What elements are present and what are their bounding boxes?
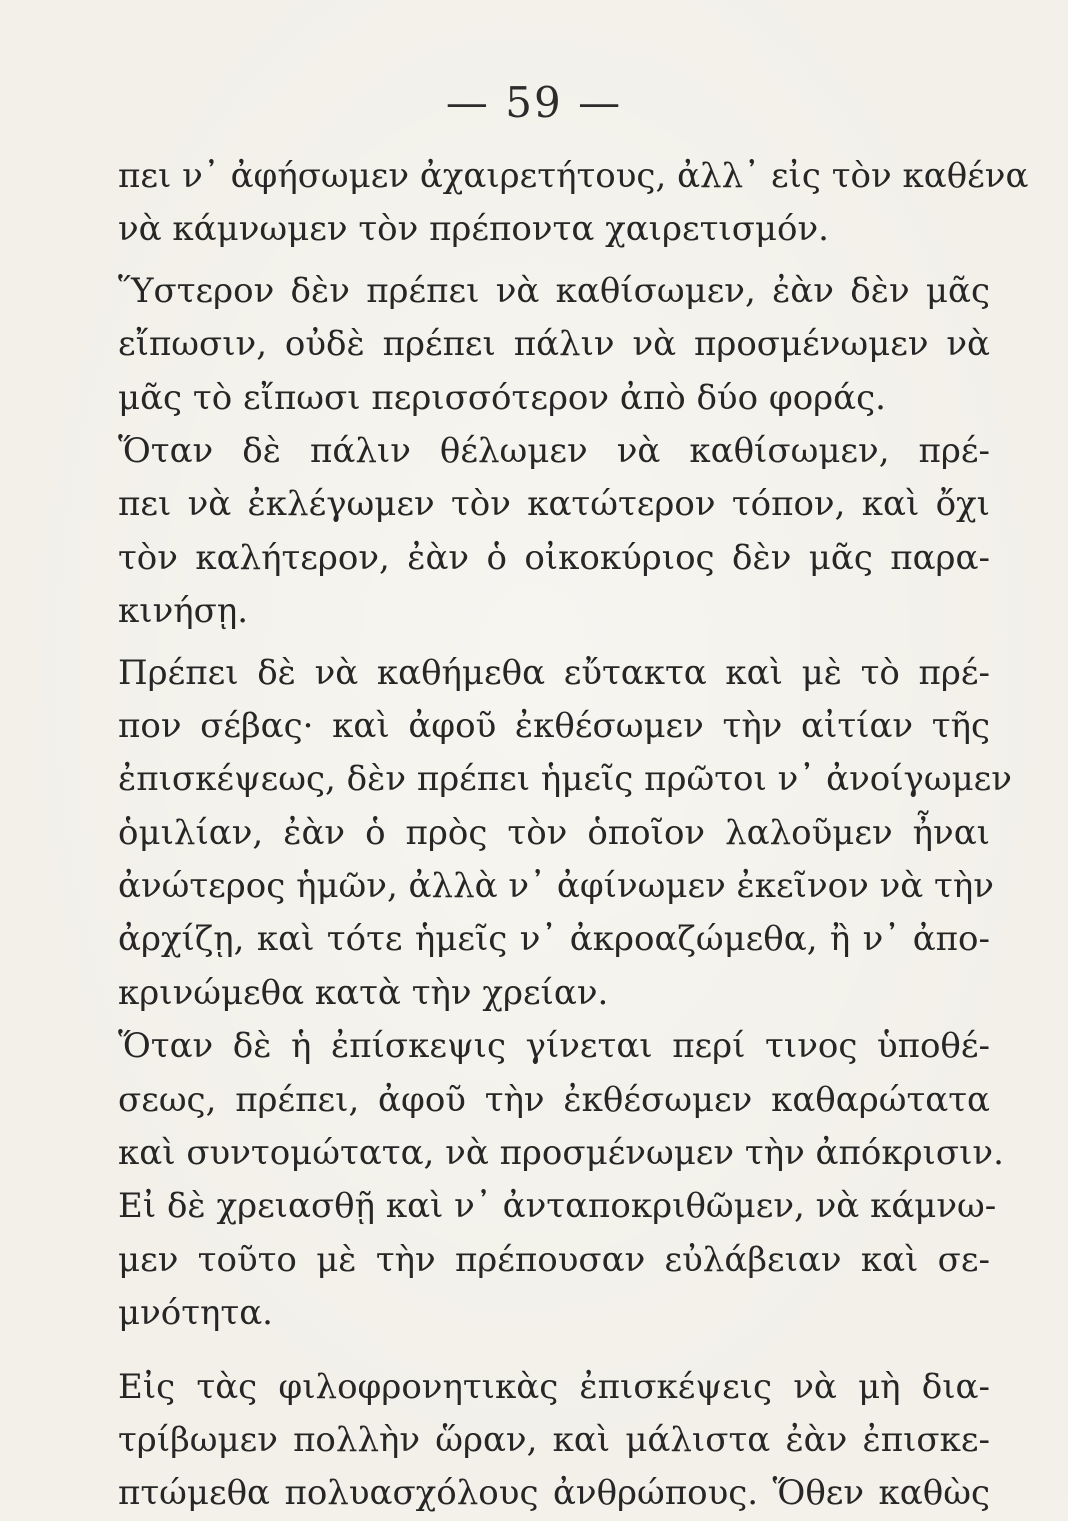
text-line: Εἰ δὲ χρειασθῇ καὶ ν᾽ ἀνταποκριθῶμεν, νὰ κάμνω- xyxy=(118,1186,997,1227)
text-line: καὶ συντομώτατα, νὰ προσμένωμεν τὴν ἀπόκρισιν. xyxy=(118,1133,1004,1174)
text-line: κινήσῃ. xyxy=(118,591,249,632)
text-line: πει νὰ ἐκλέγωμεν τὸν κατώτερον τόπον, καὶ ὄχι xyxy=(118,484,990,525)
text-line: Ὅταν δὲ πάλιν θέλωμεν νὰ καθίσωμεν, πρέ- xyxy=(118,430,990,471)
page-number: — 59 — xyxy=(445,78,623,127)
text-line: ὁμιλίαν, ἐὰν ὁ πρὸς τὸν ὁποῖον λαλοῦμεν ἦναι xyxy=(118,812,990,853)
text-line: ἀρχίζῃ, καὶ τότε ἡμεῖς ν᾽ ἀκροαζώμεθα, ἢ ν᾽ ἀπο- xyxy=(118,919,990,960)
text-line: μᾶς τὸ εἴπωσι περισσότερον ἀπὸ δύο φοράς. xyxy=(118,377,886,418)
text-line: πον σέβας· καὶ ἀφοῦ ἐκθέσωμεν τὴν αἰτίαν τῆς xyxy=(118,705,990,746)
text-line: εἴπωσιν, οὐδὲ πρέπει πάλιν νὰ προσμένωμεν νὰ xyxy=(118,324,990,365)
text-line: μνότητα. xyxy=(118,1293,273,1334)
text-line: ἐπισκέψεως, δὲν πρέπει ἡμεῖς πρῶτοι ν᾽ ἀνοίγωμεν xyxy=(118,759,1012,800)
text-line: σεως, πρέπει, ἀφοῦ τὴν ἐκθέσωμεν καθαρώτατα xyxy=(118,1079,990,1120)
text-line: Ὅταν δὲ ἡ ἐπίσκεψις γίνεται περί τινος ὑποθέ- xyxy=(118,1026,990,1067)
text-line: τρίβωμεν πολλὴν ὥραν, καὶ μάλιστα ἐὰν ἐπισκε- xyxy=(118,1419,990,1460)
text-line: Ὕστερον δὲν πρέπει νὰ καθίσωμεν, ἐὰν δὲν μᾶς xyxy=(118,270,990,311)
text-line: μεν τοῦτο μὲ τὴν πρέπουσαν εὐλάβειαν καὶ σε- xyxy=(118,1239,990,1280)
text-line: τὸν καλήτερον, ἐὰν ὁ οἰκοκύριος δὲν μᾶς παρα- xyxy=(118,537,990,578)
text-line: πτώμεθα πολυασχόλους ἀνθρώπους. Ὅθεν καθὼς xyxy=(118,1473,990,1514)
text-line: πει ν᾽ ἀφήσωμεν ἀχαιρετήτους, ἀλλ᾽ εἰς τὸν καθένα xyxy=(118,156,1029,196)
text-line: Πρέπει δὲ νὰ καθήμεθα εὔτακτα καὶ μὲ τὸ πρέ- xyxy=(118,652,990,693)
body-text xyxy=(118,150,1029,1521)
text-line: κρινώμεθα κατὰ τὴν χρείαν. xyxy=(118,972,609,1013)
text-line: Εἰς τὰς φιλοφρονητικὰς ἐπισκέψεις νὰ μὴ δια- xyxy=(118,1366,990,1407)
text-line: νὰ κάμνωμεν τὸν πρέποντα χαιρετισμόν. xyxy=(118,209,829,250)
text-line: ἀνώτερος ἡμῶν, ἀλλὰ ν᾽ ἀφίνωμεν ἐκεῖνον νὰ τὴν xyxy=(118,866,994,907)
